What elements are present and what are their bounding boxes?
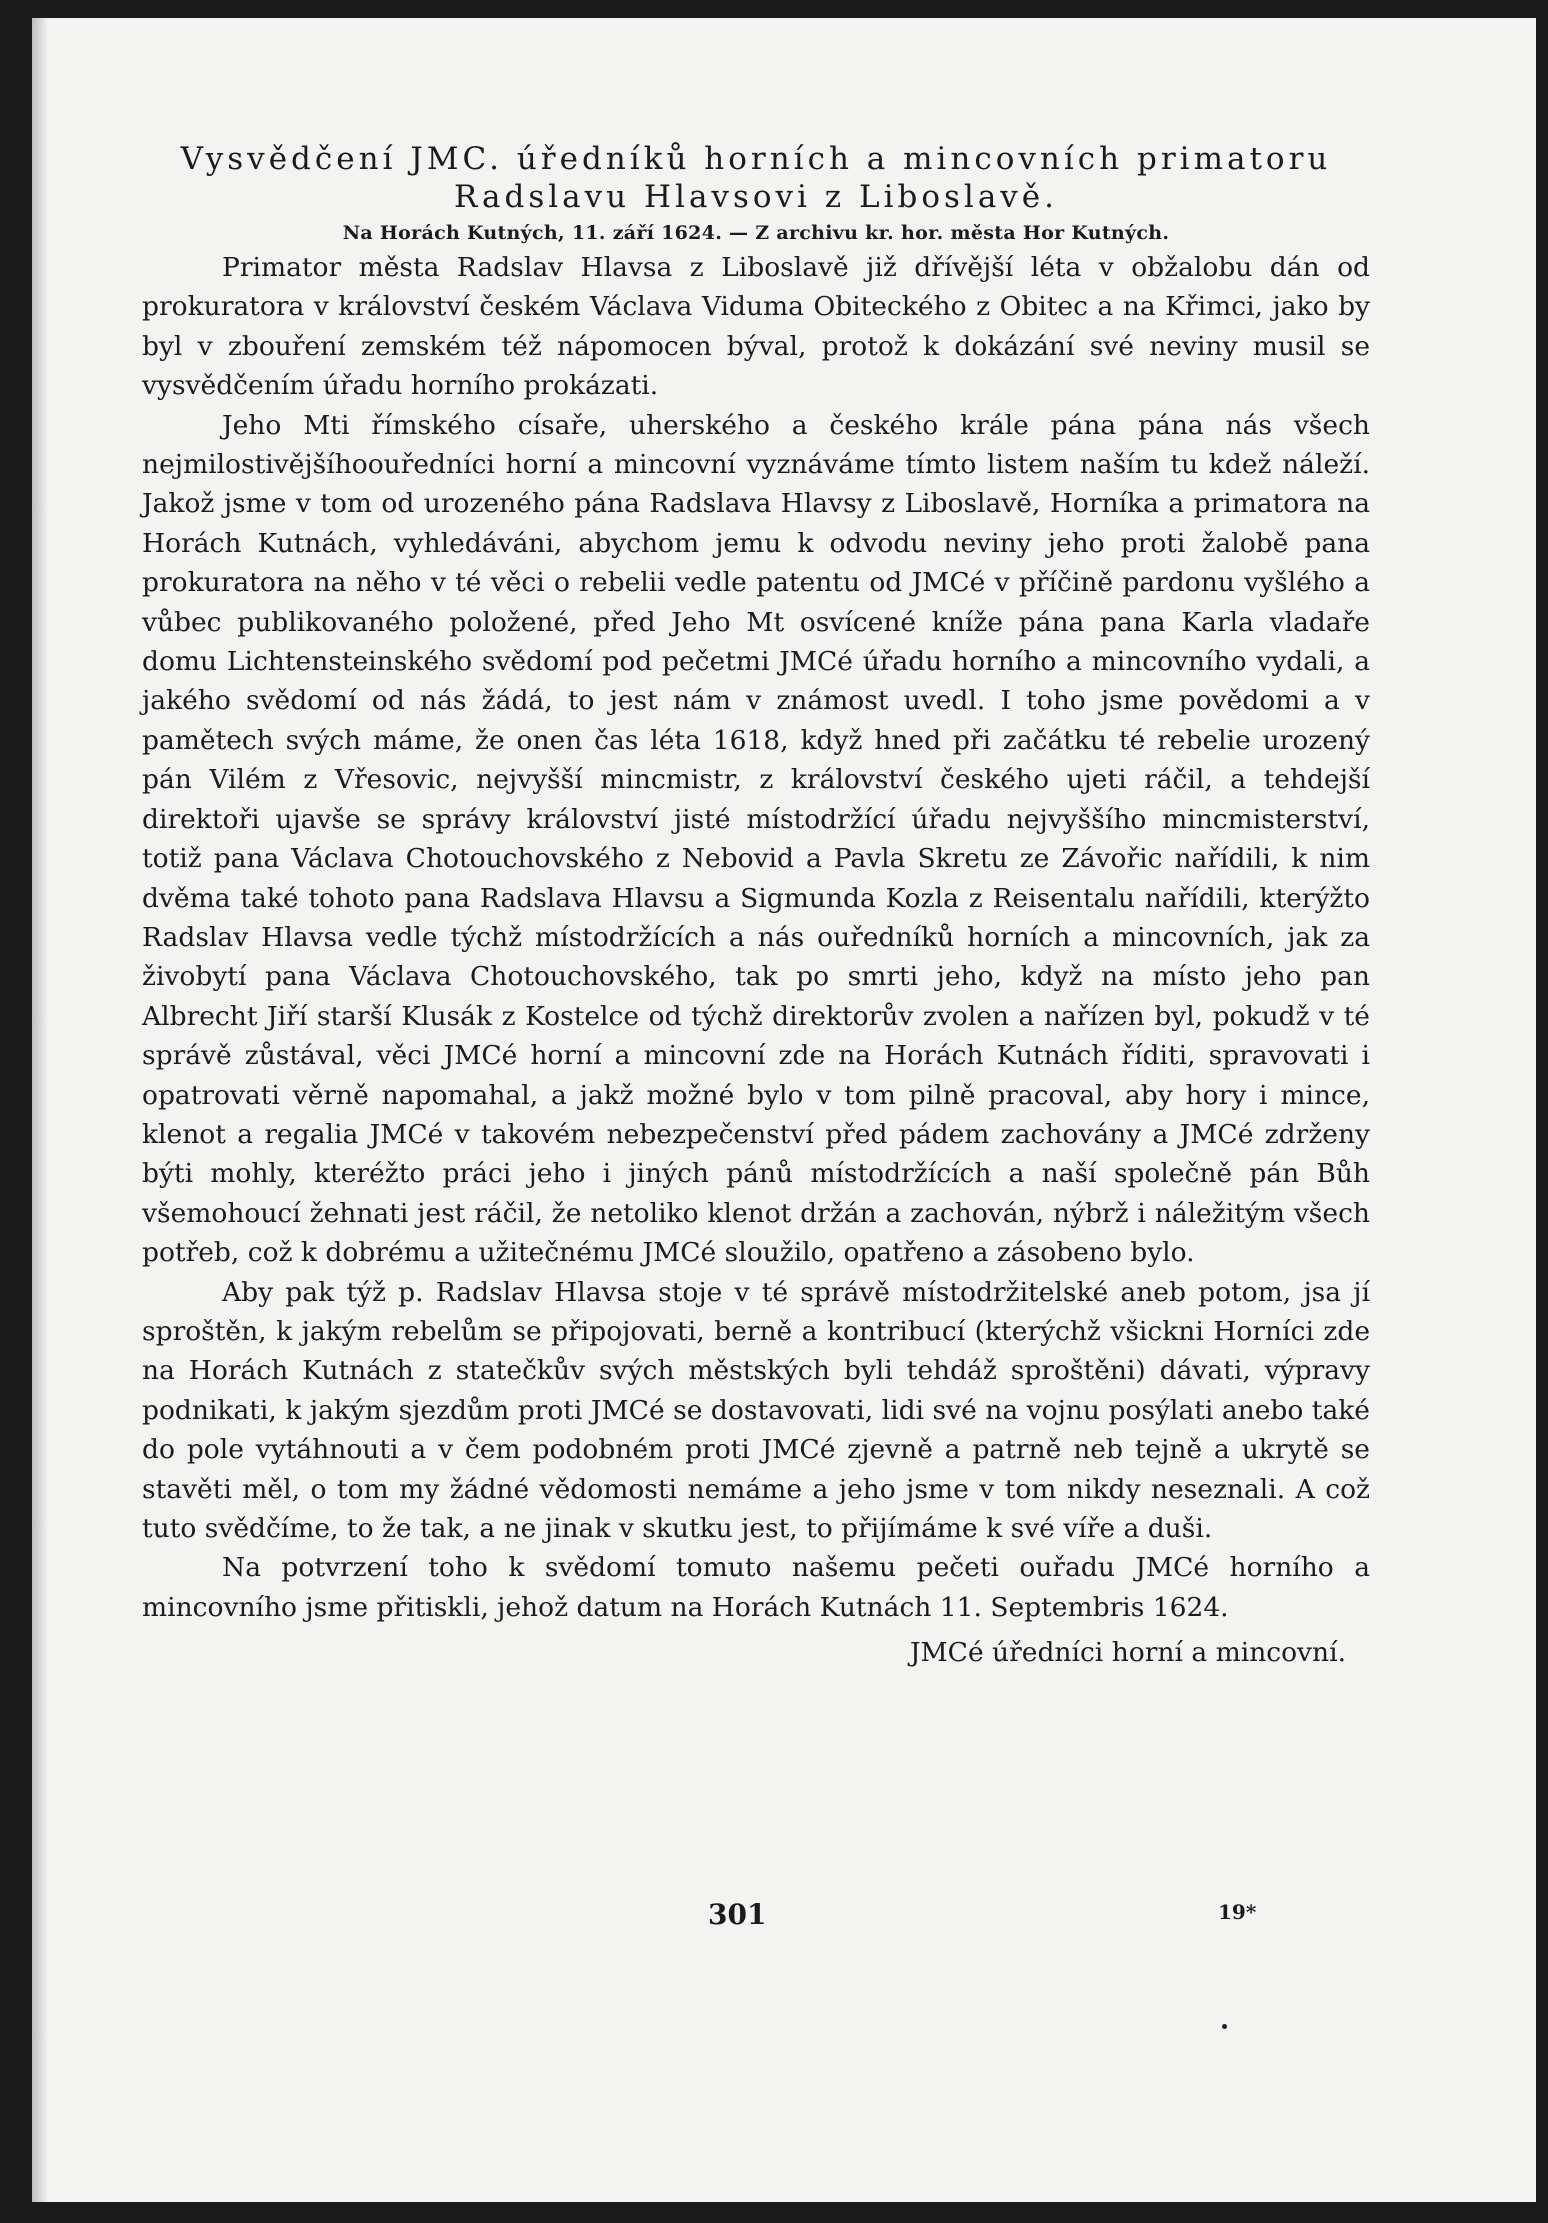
printer-signature-mark: 19* (1218, 1900, 1257, 1924)
document-signature: JMCé úředníci horní a mincovní. (909, 1637, 1346, 1669)
paragraph-summary: Primator města Radslav Hlavsa z Liboslavě již dřívější léta v obžalobu dán od prokuratora v království českém Václava Viduma Obiteckého z Obitec a na Křimci, jako by byl v zbouření zemském též nápomocen býval, protož k dokázání své neviny musil se vysvědčením úřadu horního prokázati. (142, 252, 1370, 402)
document-title: Vysvědčení JMC. úředníků horních a mincovních primatoru Radslavu Hlavsovi z Liboslavě. (180, 141, 1332, 215)
document-source-line: Na Horách Kutných, 11. září 1624. — Z archivu kr. hor. města Hor Kutných. (342, 222, 1170, 244)
ink-speck (1222, 2024, 1227, 2029)
paragraph-testimony: Jeho Mti římského císaře, uherského a českého krále pána pána nás všech nejmilostivějšíhoouředníci horní a mincovní vyznáváme tímto listem naším tu kdež náleží. Jakož jsme v tom od urozeného pána Radslava Hlavsy z Liboslavě, Horníka a primatora na Horách Kutnách, vyhledáváni, abychom jemu k odvodu neviny jeho proti žalobě pana prokuratora na něho v té věci o rebelii vedle patentu od JMCé v příčině pardonu vyšlého a vůbec publikovaného položené, před Jeho Mt osvícené kníže pána pana Karla vladaře domu Lichtensteinského svědomí pod pečetmi JMCé úřadu horního a mincovního vydali, a jakého svědomí od nás žádá, to jest nám v známost uvedl. I toho jsme povědomi a v pamětech svých máme, že onen čas léta 1618, když hned při začátku té rebelie urozený pán Vilém z Vřesovic, nejvyšší mincmistr, z království českého ujeti ráčil, a tehdejší direktoři ujavše se správy království jisté místodržící úřadu nejvyššího mincmisterství, totiž pana Václava Chotouchovského z Nebovid a Pavla Skretu ze Závořic nařídili, k nim dvěma také tohoto pana Radslava Hlavsu a Sigmunda Kozla z Reisentalu nařídili, kterýžto Radslav Hlavsa vedle týchž místodržících a nás ouředníků horních a mincovních, jak za živobytí pana Václava Chotouchovského, tak po smrti jeho, když na místo jeho pan Albrecht Jiří starší Klusák z Kostelce od týchž direktorův zvolen a nařízen byl, pokudž v té správě zůstával, věci JMCé horní a mincovní zde na Horách Kutnách říditi, spravovati i opatrovati věrně napomahal, a jakž možné bylo v tom pilně pracoval, aby hory i mince, klenot a regalia JMCé v takovém nebezpečenství před pádem zachovány a JMCé zdrženy býti mohly, kteréžto práci jeho i jiných pánů místodržících a naší společně pán Bůh všemohoucí žehnati jest ráčil, že netoliko klenot držán a zachován, nýbrž i náležitým všech potřeb, což k dobrému a užitečnému JMCé sloužilo, opatřeno a zásobeno bylo. (142, 409, 1370, 1269)
scanned-page (32, 18, 1536, 2202)
paragraph-declaration: Aby pak týž p. Radslav Hlavsa stoje v té správě místodržitelské aneb potom, jsa jí sproštěn, k jakým rebelům se připojovati, berně a kontribucí (kterýchž všickni Horníci zde na Horách Kutnách z statečkův svých městských byli tehdáž sproštěni) dávati, výpravy podnikati, k jakým sjezdům proti JMCé se dostavovati, lidi své na vojnu posýlati anebo také do pole vytáhnouti a v čem podobném proti JMCé zjevně a patrně neb tejně a ukrytě se stavěti měl, o tom my žádné vědomosti nemáme a jeho jsme v tom nikdy neseznali. A což tuto svědčíme, to že tak, a ne jinak v skutku jest, to přijímáme k své víře a duši. (142, 1276, 1370, 1544)
paragraph-seal-confirmation: Na potvrzení toho k svědomí tomuto našemu pečeti ouřadu JMCé horního a mincovního jsme přitiskli, jehož datum na Horách Kutnách 11. Septembris 1624. (142, 1552, 1370, 1623)
document-body (142, 140, 1370, 1673)
page-number: 301 (708, 1898, 767, 1931)
page-edge-shadow (32, 18, 48, 2202)
